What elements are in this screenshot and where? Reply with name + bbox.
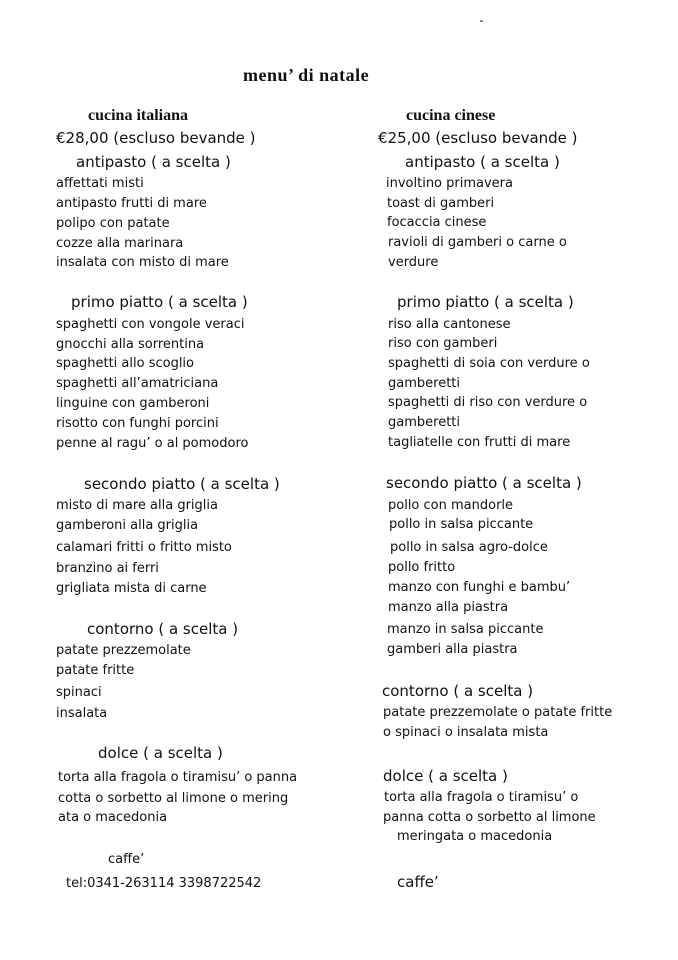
list-item: insalata [56,706,108,721]
list-item: involtino primavera [386,176,513,191]
list-item: patate prezzemolate o patate fritte [383,705,613,720]
list-item: manzo alla piastra [388,600,509,615]
cinese-title: cucina cinese [406,107,496,124]
list-item: insalata con misto di mare [56,255,229,270]
list-item: polipo con patate [56,216,170,231]
list-item: branzino ai ferri [56,561,159,576]
list-item: cotta o sorbetto al limone o mering [58,791,289,806]
list-item: gamberetti [388,376,460,391]
italiana-title: cucina italiana [88,107,189,124]
list-item: spaghetti di riso con verdure o [388,395,588,410]
list-item: focaccia cinese [387,215,487,230]
list-item: grigliata mista di carne [56,581,207,596]
list-item: torta alla fragola o tiramisu’ o [384,790,579,805]
list-item: gamberoni alla griglia [56,518,199,533]
cinese-primo-heading: primo piatto ( a scelta ) [397,293,574,311]
list-item: ata o macedonia [58,810,168,825]
italiana-contorno-heading: contorno ( a scelta ) [87,620,239,638]
list-item: verdure [388,255,439,270]
list-item: spaghetti allo scoglio [56,356,194,371]
cinese-price: €25,00 (escluso bevande ) [378,129,578,147]
cinese-dolce-heading: dolce ( a scelta ) [383,767,508,785]
list-item: calamari fritti o fritto misto [56,540,232,555]
list-item: gamberi alla piastra [387,642,518,657]
italiana-price: €28,00 (escluso bevande ) [56,129,256,147]
cinese-secondo-heading: secondo piatto ( a scelta ) [386,474,582,492]
list-item: panna cotta o sorbetto al limone [383,810,596,825]
italiana-primo-heading: primo piatto ( a scelta ) [71,293,248,311]
phone-number: tel:0341-263114 3398722542 [66,876,262,891]
list-item: pollo con mandorle [388,498,514,513]
list-item: spaghetti all’amatriciana [56,376,219,391]
list-item: gnocchi alla sorrentina [56,337,205,352]
italiana-secondo-heading: secondo piatto ( a scelta ) [84,475,280,493]
list-item: pollo in salsa piccante [389,517,534,532]
list-item: meringata o macedonia [397,829,553,844]
list-item: ravioli di gamberi o carne o [388,235,567,250]
list-item: risotto con funghi porcini [56,416,219,431]
list-item: spinaci [56,685,102,700]
cinese-antipasto-heading: antipasto ( a scelta ) [405,153,560,171]
list-item: misto di mare alla griglia [56,498,218,513]
list-item: riso con gamberi [388,336,498,351]
italiana-caffe: caffe’ [108,852,145,867]
list-item: pollo in salsa agro-dolce [390,540,548,555]
cinese-contorno-heading: contorno ( a scelta ) [382,682,534,700]
list-item: patate fritte [56,663,135,678]
list-item: spaghetti di soia con verdure o [388,356,590,371]
list-item: patate prezzemolate [56,643,191,658]
list-item: antipasto frutti di mare [56,196,207,211]
list-item: tagliatelle con frutti di mare [388,435,571,450]
list-item: linguine con gamberoni [56,396,210,411]
italiana-antipasto-heading: antipasto ( a scelta ) [76,153,231,171]
list-item: cozze alla marinara [56,236,184,251]
list-item: affettati misti [56,176,144,191]
list-item: manzo con funghi e bambu’ [388,580,571,595]
list-item: riso alla cantonese [388,317,511,332]
list-item: penne al ragu’ o al pomodoro [56,436,249,451]
list-item: gamberetti [388,415,460,430]
list-item: pollo fritto [388,560,456,575]
list-item: torta alla fragola o tiramisu’ o panna [58,770,298,785]
cinese-caffe: caffe’ [397,873,439,891]
list-item: toast di gamberi [387,196,495,211]
menu-title: menu’ di natale [243,65,370,85]
italiana-dolce-heading: dolce ( a scelta ) [98,744,223,762]
list-item: o spinaci o insalata mista [383,725,549,740]
list-item: manzo in salsa piccante [387,622,544,637]
list-item: spaghetti con vongole veraci [56,317,245,332]
scan-speck [480,20,483,22]
